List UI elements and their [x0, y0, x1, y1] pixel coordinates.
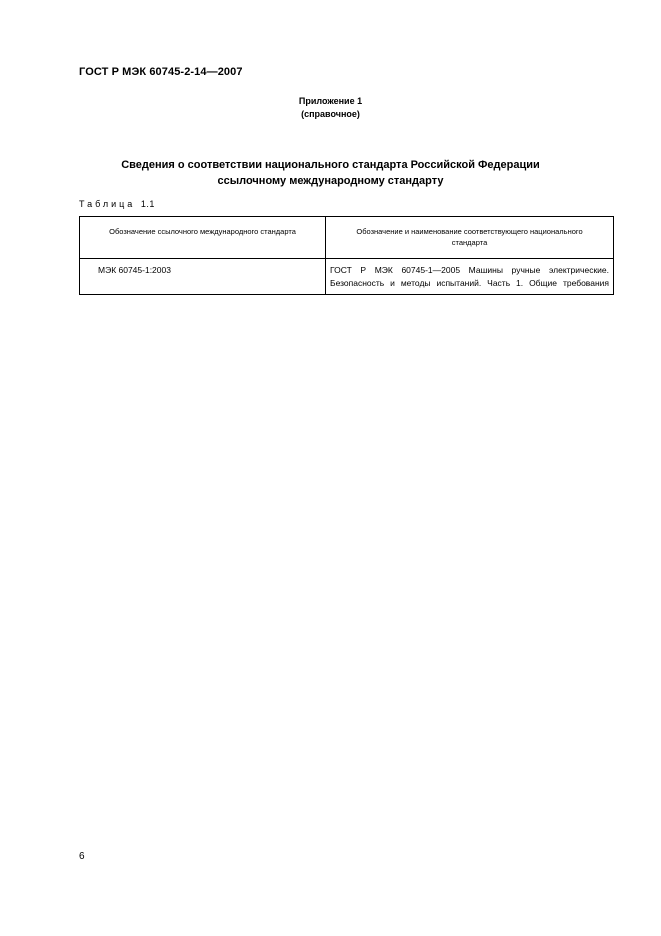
column-header-international: Обозначение ссылочного международного стандарта: [80, 217, 326, 259]
table-caption-label: Таблица: [79, 199, 136, 209]
document-title-line-2: ссылочному международному стандарту: [217, 175, 444, 187]
table-caption: [79, 199, 155, 209]
table-caption-number: 1.1: [140, 199, 155, 209]
document-title: [0, 157, 661, 189]
table-row: [80, 259, 614, 295]
cell-national-standard-line-1: ГОСТ Р МЭК 60745-1—2005 Машины ручные электрические.: [330, 265, 609, 275]
reference-standards-table: [79, 216, 614, 295]
column-header-national: Обозначение и наименование соответствующего национального стандарта: [326, 217, 614, 259]
cell-national-standard: [326, 259, 614, 295]
appendix-heading: [0, 95, 661, 121]
document-title-line-1: Сведения о соответствии национального стандарта Российской Федерации: [121, 159, 540, 171]
appendix-label: Приложение 1: [298, 96, 363, 106]
table-header-row: [80, 217, 614, 259]
page-header-standard-code: ГОСТ Р МЭК 60745-2-14—2007: [79, 66, 243, 78]
cell-national-standard-line-2: Безопасность и методы испытаний. Часть 1. Общие требования: [330, 278, 609, 288]
cell-international-standard: МЭК 60745-1:2003: [80, 259, 326, 295]
page-number: 6: [79, 851, 85, 862]
appendix-type: (справочное): [301, 109, 360, 119]
